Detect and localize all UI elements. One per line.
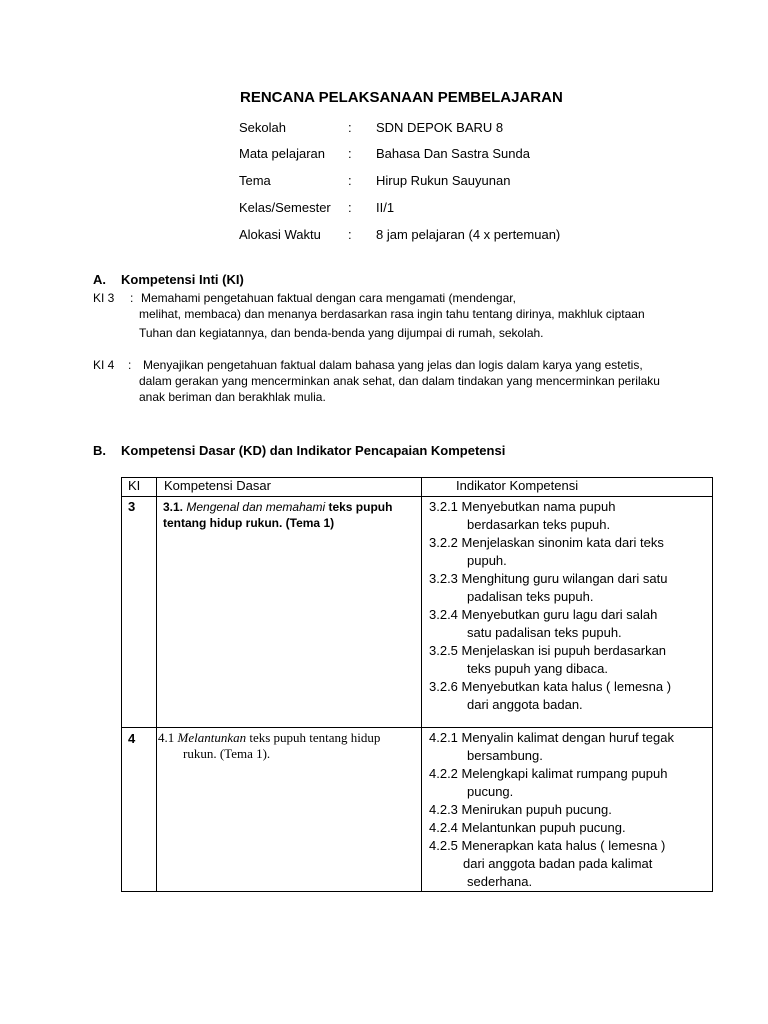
indicator-text: 3.2.5 Menjelaskan isi pupuh berdasarkan	[429, 643, 667, 658]
indicator-item	[422, 765, 712, 801]
indicator-item	[422, 606, 712, 642]
indicator-item	[422, 729, 712, 765]
section-a-title: Kompetensi Inti (KI)	[121, 272, 244, 287]
kd-rest: teks pupuh	[328, 500, 393, 514]
meta-colon: :	[348, 146, 352, 161]
meta-label-mata-pelajaran: Mata pelajaran	[239, 146, 325, 161]
indicator-item	[422, 837, 712, 891]
meta-label-tema: Tema	[239, 173, 271, 188]
kd-italic: Mengenal dan memahami	[186, 500, 326, 514]
indicator-item	[422, 534, 712, 570]
row-indicator-cell	[422, 497, 713, 728]
meta-value-kelas-semester: II/1	[376, 200, 395, 215]
indicator-continuation: dari anggota badan.	[467, 697, 583, 712]
indicator-text: 3.2.1 Menyebutkan nama pupuh	[429, 499, 616, 514]
indicator-continuation: pucung.	[467, 784, 514, 799]
indicator-continuation: pupuh.	[467, 553, 507, 568]
indicator-text: 4.2.3 Menirukan pupuh pucung.	[429, 802, 612, 817]
section-b-title: Kompetensi Dasar (KD) dan Indikator Pencapaian Kompetensi	[121, 443, 506, 458]
indicator-continuation: bersambung.	[467, 748, 543, 763]
meta-value-sekolah: SDN DEPOK BARU 8	[376, 120, 504, 135]
indicator-continuation: satu padalisan teks pupuh.	[467, 625, 622, 640]
header-indikator: Indikator Kompetensi	[422, 478, 713, 497]
row-ki-number: 4	[122, 728, 157, 892]
meta-colon: :	[348, 200, 352, 215]
ki3-label: KI 3	[93, 291, 115, 305]
kd-rest: teks pupuh tentang hidup	[249, 730, 381, 745]
row-indicator-cell	[422, 728, 713, 892]
row-ki-number: 3	[122, 497, 157, 728]
indicator-text: 3.2.6 Menyebutkan kata halus ( lemesna )	[429, 679, 672, 694]
kd-number: 4.1	[158, 730, 175, 745]
table-header-row	[122, 478, 713, 497]
ki4-colon: :	[128, 358, 132, 372]
indicator-text: 3.2.4 Menyebutkan guru lagu dari salah	[429, 607, 658, 622]
ki4-line-3: anak beriman dan berakhlak mulia.	[139, 390, 326, 404]
ki4-label: KI 4	[93, 358, 115, 372]
indicator-continuation: sederhana.	[467, 874, 533, 889]
meta-value-mata-pelajaran: Bahasa Dan Sastra Sunda	[376, 146, 530, 161]
page-title: RENCANA PELAKSANAAN PEMBELAJARAN	[240, 89, 563, 106]
row-kd-cell	[157, 728, 422, 892]
meta-label-kelas-semester: Kelas/Semester	[239, 200, 331, 215]
ki3-line-2: melihat, membaca) dan menanya berdasarkan rasa ingin tahu tentang dirinya, makhluk ciptaan	[139, 307, 645, 321]
meta-colon: :	[348, 120, 352, 135]
indicator-text: 4.2.2 Melengkapi kalimat rumpang pupuh	[429, 766, 668, 781]
meta-value-tema: Hirup Rukun Sauyunan	[376, 173, 511, 188]
table-row	[122, 497, 713, 728]
meta-colon: :	[348, 173, 352, 188]
section-b-letter: B.	[93, 443, 106, 458]
section-a-letter: A.	[93, 272, 106, 287]
indicator-text: 3.2.3 Menghitung guru wilangan dari satu	[429, 571, 668, 586]
ki4-line-1: Menyajikan pengetahuan faktual dalam bahasa yang jelas dan logis dalam karya yang estetis,	[143, 358, 643, 372]
kd-table	[121, 477, 713, 892]
indicator-text: 4.2.5 Menerapkan kata halus ( lemesna )	[429, 838, 666, 853]
indicator-continuation: berdasarkan teks pupuh.	[467, 517, 611, 532]
row-kd-cell	[157, 497, 422, 728]
indicator-item	[422, 678, 712, 714]
meta-value-alokasi-waktu: 8 jam pelajaran (4 x pertemuan)	[376, 227, 561, 242]
indicator-continuation: teks pupuh yang dibaca.	[467, 661, 608, 676]
header-kompetensi-dasar: Kompetensi Dasar	[157, 478, 422, 497]
ki3-line-1: Memahami pengetahuan faktual dengan cara mengamati (mendengar,	[141, 291, 516, 305]
ki3-colon: :	[130, 291, 134, 305]
indicator-item	[422, 498, 712, 534]
indicator-item	[422, 642, 712, 678]
ki4-line-2: dalam gerakan yang mencerminkan anak sehat, dan dalam tindakan yang mencerminkan perilaku	[139, 374, 660, 388]
indicator-text: 4.2.4 Melantunkan pupuh pucung.	[429, 820, 626, 835]
kd-line-2: tentang hidup rukun. (Tema 1)	[163, 516, 335, 530]
kd-number: 3.1.	[163, 500, 184, 514]
indicator-item	[422, 570, 712, 606]
indicator-text: 4.2.1 Menyalin kalimat dengan huruf tegak	[429, 730, 674, 745]
indicator-item	[422, 801, 712, 819]
indicator-continuation: dari anggota badan pada kalimat	[463, 856, 653, 871]
meta-label-alokasi-waktu: Alokasi Waktu	[239, 227, 321, 242]
header-ki: KI	[122, 478, 157, 497]
indicator-continuation: padalisan teks pupuh.	[467, 589, 594, 604]
kd-line-2: rukun. (Tema 1).	[183, 746, 271, 761]
kd-italic: Melantunkan	[177, 730, 247, 745]
indicator-text: 3.2.2 Menjelaskan sinonim kata dari teks	[429, 535, 664, 550]
table-row	[122, 728, 713, 892]
meta-label-sekolah: Sekolah	[239, 120, 286, 135]
meta-colon: :	[348, 227, 352, 242]
ki3-line-3: Tuhan dan kegiatannya, dan benda-benda yang dijumpai di rumah, sekolah.	[139, 326, 544, 340]
indicator-item	[422, 819, 712, 837]
